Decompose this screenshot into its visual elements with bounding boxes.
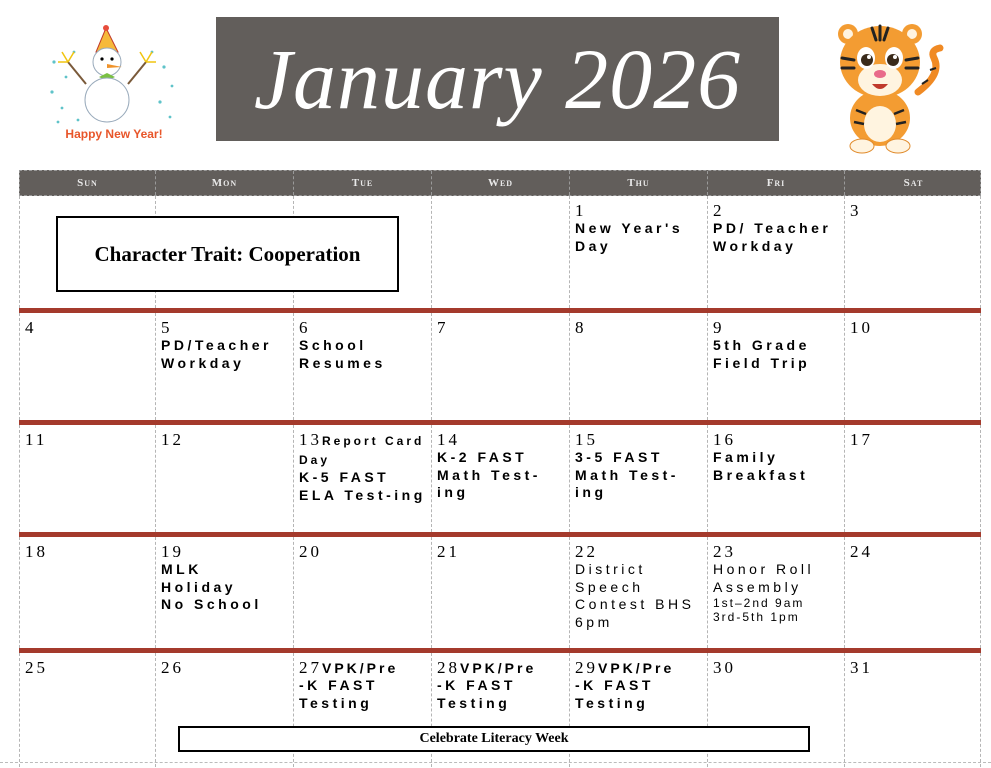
tiger-mascot-clipart: [822, 14, 948, 156]
day-cell-13: [293, 425, 431, 532]
day-number: 31: [850, 658, 873, 677]
day-event: Family Breakfast: [713, 449, 809, 483]
day-cell-9: [707, 313, 844, 420]
day-event: VPK/Pre: [460, 660, 537, 676]
month-title-banner: [216, 17, 779, 141]
day-number: 25: [25, 658, 48, 677]
day-number: 6: [299, 318, 311, 337]
literacy-week-banner: [178, 726, 810, 752]
day-event: K-5 FAST ELA Test-ing: [299, 469, 426, 503]
week-row: [19, 313, 981, 425]
day-cell-23: [707, 537, 844, 648]
weekday-tue: Tue: [294, 171, 432, 195]
day-number: 2: [713, 201, 725, 220]
day-number-with-event: [575, 659, 703, 677]
day-number: 28: [437, 658, 460, 677]
day-cell-8: [569, 313, 707, 420]
day-cell-12: [155, 425, 293, 532]
day-event-line: 3rd-5th 1pm: [713, 610, 800, 624]
weekday-thu: Thu: [570, 171, 708, 195]
day-number-with-event: [299, 431, 427, 469]
day-number: 20: [299, 542, 322, 561]
happy-new-year-caption: Happy New Year!: [65, 127, 163, 141]
month-title: January 2026: [253, 31, 742, 127]
day-event: School Resumes: [299, 337, 386, 371]
day-cell-empty: [431, 196, 569, 308]
day-number: 8: [575, 318, 587, 337]
weekday-fri: Fri: [708, 171, 845, 195]
day-event-line: 1st–2nd 9am: [713, 596, 805, 610]
weekday-sun: Sun: [20, 171, 156, 195]
day-cell-11: [19, 425, 155, 532]
day-cell-16: [707, 425, 844, 532]
day-cell-15: [569, 425, 707, 532]
day-event-line: Holiday: [161, 578, 237, 595]
day-event: PD/Teacher Workday: [161, 337, 272, 371]
day-event: 3-5 FAST Math Test-ing: [575, 449, 679, 500]
page-bottom-divider: [0, 762, 991, 764]
day-cell-25: [19, 653, 155, 767]
day-cell-17: [844, 425, 981, 532]
day-number: 17: [850, 430, 873, 449]
day-cell-22: [569, 537, 707, 648]
character-trait-text: Character Trait: Cooperation: [94, 241, 361, 266]
weekday-mon: Mon: [156, 171, 294, 195]
day-number-with-event: [299, 659, 427, 677]
character-trait-box: [56, 216, 399, 292]
day-number: 22: [575, 542, 598, 561]
day-number: 12: [161, 430, 184, 449]
day-number: 29: [575, 658, 598, 677]
day-event: VPK/Pre: [598, 660, 675, 676]
day-event: -K FAST Testing: [575, 677, 654, 711]
day-cell-19: [155, 537, 293, 648]
day-cell-14: [431, 425, 569, 532]
day-cell-6: [293, 313, 431, 420]
day-number: 7: [437, 318, 449, 337]
day-number: 26: [161, 658, 184, 677]
day-number: 19: [161, 542, 184, 561]
day-cell-5: [155, 313, 293, 420]
day-event: K-2 FAST Math Test-ing: [437, 449, 541, 500]
day-number: 3: [850, 201, 862, 220]
day-event-line: No School: [161, 596, 262, 612]
day-cell-7: [431, 313, 569, 420]
day-cell-3: [844, 196, 981, 308]
day-event: 5th Grade Field Trip: [713, 337, 811, 371]
day-number: 1: [575, 201, 587, 220]
weekday-sat: Sat: [903, 177, 924, 189]
day-event: -K FAST Testing: [437, 677, 516, 711]
day-number: 24: [850, 542, 873, 561]
day-number: 15: [575, 430, 598, 449]
day-event: New Year's Day: [575, 220, 684, 254]
week-row: [19, 425, 981, 537]
day-number: 23: [713, 542, 736, 561]
weekday-wed: Wed: [432, 171, 570, 195]
day-number: 9: [713, 318, 725, 337]
day-number: 11: [25, 430, 48, 449]
day-cell-20: [293, 537, 431, 648]
day-cell-21: [431, 537, 569, 648]
day-event: Report Card Day: [299, 434, 425, 467]
day-number: 5: [161, 318, 173, 337]
day-event: -K FAST Testing: [299, 677, 378, 711]
day-event: VPK/Pre: [322, 660, 399, 676]
day-cell-18: [19, 537, 155, 648]
day-cell-10: [844, 313, 981, 420]
day-number: 30: [713, 658, 736, 677]
snowman-clipart: [44, 22, 184, 152]
day-cell-4: [19, 313, 155, 420]
day-number: 18: [25, 542, 48, 561]
week-row: [19, 537, 981, 653]
day-number: 10: [850, 318, 873, 337]
day-number: 21: [437, 542, 460, 561]
day-number: 14: [437, 430, 460, 449]
day-cell-24: [844, 537, 981, 648]
literacy-week-text: Celebrate Literacy Week: [419, 731, 569, 746]
day-cell-31: [844, 653, 981, 767]
day-event-line: MLK: [161, 561, 202, 577]
day-cell-2: [707, 196, 844, 308]
day-number-with-event: [437, 659, 565, 677]
day-number: 27: [299, 658, 322, 677]
day-event: PD/ Teacher Workday: [713, 220, 832, 254]
day-number: 4: [25, 318, 37, 337]
day-event: District Speech Contest BHS 6pm: [575, 561, 695, 630]
day-cell-1: [569, 196, 707, 308]
day-number: 13: [299, 430, 322, 449]
day-event: Honor Roll Assembly: [713, 561, 815, 595]
weekday-header-row: [19, 170, 981, 196]
day-number: 16: [713, 430, 736, 449]
